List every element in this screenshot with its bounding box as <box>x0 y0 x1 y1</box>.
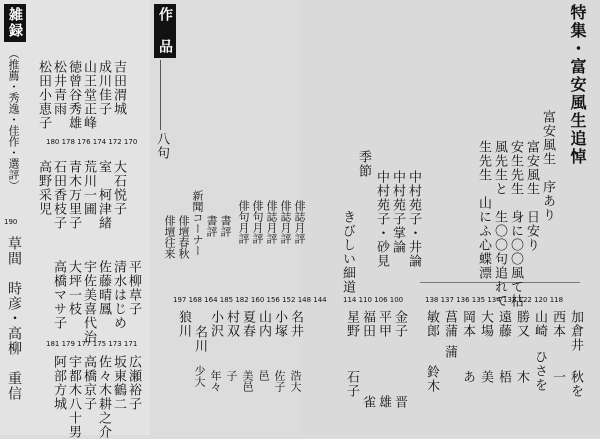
left-mid-1: 高野采児 <box>36 160 51 216</box>
right-name2-2: 蒲 <box>442 345 457 359</box>
right-name-5: 遠藤 <box>496 310 511 338</box>
center-kisetsu: 季節 <box>356 150 371 178</box>
left-mid3-6: 広瀬裕子 <box>126 355 141 411</box>
mid-name-8: 名井 <box>288 310 303 338</box>
right-name2-4: 美 <box>478 370 493 384</box>
mid-name-3: 小沢 <box>208 310 223 338</box>
center-name2-3: 雄 <box>376 395 391 409</box>
mid-name-2: 名川 <box>192 325 207 353</box>
left-mid3-2: 宇都木八十男 <box>66 355 81 439</box>
left-name-2: 松井青雨 <box>51 60 66 116</box>
mid-numbers: 197 168 164 185 182 160 156 152 148 144 <box>173 296 327 304</box>
mid-col2-4: 俳壇春秋 <box>177 215 190 259</box>
mid-name2-4: 美邑 <box>241 370 254 392</box>
center-name2-1: 石子 <box>344 370 359 398</box>
right-name2-8: 一 <box>550 370 565 384</box>
center-name-1: 星野 <box>344 310 359 338</box>
right-numbers: 138 137 136 135 134 133 122 120 118 <box>425 296 564 304</box>
mid-name2-1: 少大 <box>193 365 206 387</box>
mid-name-7: 小塚 <box>272 310 287 338</box>
right-name-6: 勝又 <box>514 310 529 338</box>
sakuhin-title: 作 品 <box>154 4 176 58</box>
right-title-4: 風先生と 生〇〇句追れて <box>492 140 507 308</box>
mid-name2-3: 子 <box>225 370 238 381</box>
right-name-8: 西本 <box>550 310 565 338</box>
mid-col2-3: 書評 <box>219 215 232 237</box>
tokushu-title: 特集・富安風生追悼 <box>568 4 587 166</box>
right-name-2: 菖蒲 <box>442 310 457 338</box>
mid-name2-7: 浩大 <box>289 370 302 392</box>
right-title-3: 安生先生 身に〇〇風て枯 <box>508 140 523 308</box>
left-mid2-4: 佐藤晴鳳 <box>96 260 111 316</box>
right-name2-9: 秋を <box>568 370 583 398</box>
center-nakamura-2: 中村苑子掌論 <box>390 170 405 254</box>
right-name2-3: あ <box>460 370 475 384</box>
mid-col2-1: 新聞コーナー <box>191 190 204 256</box>
center-numbers: 114 110 106 100 <box>343 296 404 304</box>
hakku-label: 八句 <box>154 132 169 160</box>
mid-name-5: 夏春 <box>240 310 255 338</box>
left-mid3-1: 阿部方城 <box>51 355 66 411</box>
mid-col1-3: 俳誌月評 <box>265 200 278 244</box>
left-mid2-5: 清水はじめ <box>111 260 126 330</box>
left-mid3-5: 坂東鶴二 <box>111 355 126 411</box>
center-name-2: 福田 <box>360 310 375 338</box>
left-mid-6: 大石悦子 <box>111 160 126 216</box>
left-mid3-4: 佐々木耕之介 <box>96 355 111 439</box>
mid-name2-6: 佐子 <box>273 370 286 392</box>
right-title-1: 富安風生 序あり <box>540 110 555 222</box>
left-mid-2: 石田香枝子 <box>51 160 66 230</box>
left-numbers-bottom: 181 179 177 175 173 171 <box>46 340 138 348</box>
mid-name2-2: 年々 <box>209 370 222 392</box>
right-name-7: 山崎 <box>532 310 547 338</box>
zatsuroku-title: 雑録 <box>4 4 26 42</box>
right-title-5: 生先生 山にふ心蝶漂 <box>476 140 491 280</box>
left-mid-3: 青木万里子 <box>66 160 81 230</box>
mid-col1-4: 俳誌月評 <box>279 200 292 244</box>
sakuhin-rule <box>160 60 161 130</box>
left-name-1: 松田小恵子 <box>36 60 51 130</box>
mid-name-4: 村双 <box>224 310 239 338</box>
center-hosomichi: きびしい細道 <box>340 210 355 294</box>
mid-col2-2: 書評 <box>205 215 218 237</box>
right-name2-1: 鈴木 <box>424 365 439 393</box>
right-name-1: 敏郎 <box>424 310 439 338</box>
zatsuroku-subtitle: （推薦・秀逸・佳作・選評） <box>7 48 20 191</box>
center-nakamura-1: 中村苑子・砂見 <box>374 170 389 268</box>
center-name2-4: 晋 <box>392 395 407 409</box>
center-nakamura-3: 中村苑子・井論 <box>406 170 421 268</box>
mid-col1-1: 俳句月評 <box>237 200 250 244</box>
left-mid2-2: 大坪一枝 <box>66 260 81 316</box>
right-name2-7: ひさを <box>532 350 547 392</box>
center-name2-2: 雀 <box>360 395 375 409</box>
mid-col1-5: 俳誌月評 <box>293 200 306 244</box>
center-name-3: 平甲 <box>376 310 391 338</box>
left-name-3: 徳曾谷秀雄 <box>66 60 81 130</box>
page-number: 190 <box>4 218 18 226</box>
mid-name-6: 山内 <box>256 310 271 338</box>
left-name-5: 成川佳子 <box>96 60 111 116</box>
mid-col2-5: 俳壇往来 <box>163 215 176 259</box>
right-name-4: 大場 <box>478 310 493 338</box>
right-name2-5: 梧 <box>496 370 511 384</box>
left-numbers-top: 180 178 176 174 172 170 <box>46 138 138 146</box>
mid-col1-2: 俳句月評 <box>251 200 264 244</box>
left-mid-4: 荒川一圃 <box>81 160 96 216</box>
left-mid2-1: 高橋マサ子 <box>51 260 66 330</box>
center-name-4: 金子 <box>392 310 407 338</box>
right-name-3: 岡本 <box>460 310 475 338</box>
left-name-4: 山王堂正峰 <box>81 60 96 130</box>
left-name-6: 吉田渭城 <box>111 60 126 116</box>
left-author: 草間 時彦・高柳 重信 <box>6 236 22 401</box>
left-mid2-6: 平柳草子 <box>126 260 141 316</box>
right-name-9: 加倉井 <box>568 310 583 352</box>
mid-name-1: 狼川 <box>176 310 191 338</box>
left-mid3-3: 高橋京子 <box>81 355 96 411</box>
left-mid-5: 室 柯津緒 <box>96 160 111 230</box>
right-title-2: 富安風生 日安り <box>524 140 539 252</box>
left-mid2-3: 宇佐美喜代治 <box>81 260 96 344</box>
right-name2-6: 木 <box>514 370 529 384</box>
mid-name2-5: 邑 <box>257 370 270 381</box>
